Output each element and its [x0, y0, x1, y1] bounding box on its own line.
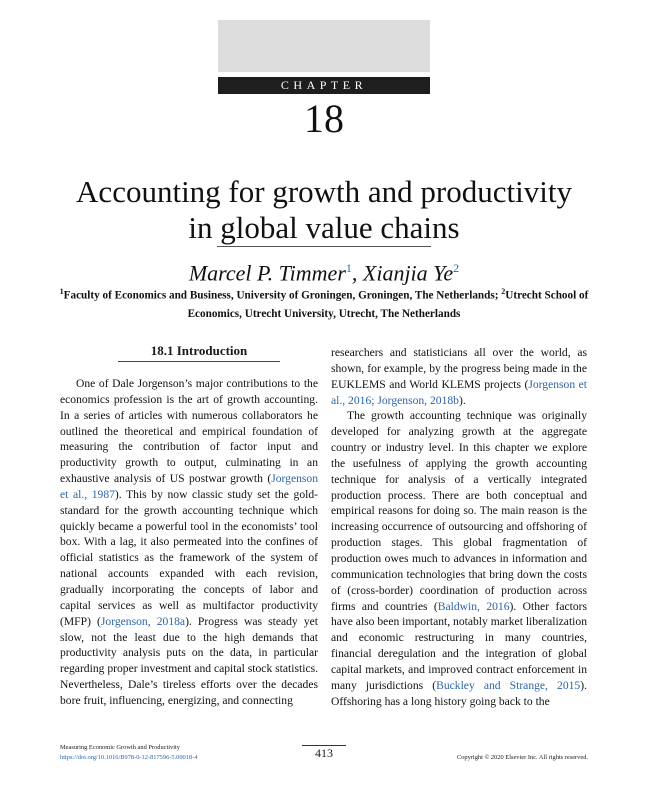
author-1-affiliation-link[interactable]: 1 — [345, 261, 352, 275]
author-1: Marcel P. Timmer — [188, 260, 346, 286]
chapter-number: 18 — [304, 96, 344, 141]
citation-link[interactable]: Baldwin, 2016 — [437, 599, 510, 613]
citation-link[interactable]: Jorgenson et al., 2016; Jorgenson, 2018b — [331, 377, 587, 407]
author-2: Xianjia Ye — [362, 260, 454, 286]
title-divider — [217, 246, 431, 247]
doi-link[interactable]: https://doi.org/10.1016/B978-0-12-817596-5.00018-4 — [60, 754, 198, 761]
authors: Marcel P. Timmer$^1$, Xianjia Ye$^2$ — [188, 260, 460, 286]
footer-source — [60, 743, 197, 763]
paragraph: One of Dale Jorgenson’s major contributions to the economics profession is the art of growth accounting. In a series of articles with numerous collaborators he outlined the theoretical and empirical foundation of measuring the contribution of factor input and productivity growth to output, culminating in an exhaustive analysis of US postwar growth (Jorgenson et al., 1987). This by now classic study set the gold-standard for the growth accounting technique which quickly became a powerful tool in the economists’ tool box. With a lag, it also permeated into the confines of official statistics as the framework of the system of national accounts expanded with each revision, gradually incorporating the concepts of labor and capital services as well as multifactor productivity (MFP) (Jorgenson, 2018a). Progress was steady yet slow, not the least due to the high demands that productivity analysis puts on the data, in particular regarding proper investment and capital stock statistics. Nevertheless, Dale’s tireless efforts over the decades bore fruit, influencing, energizing, and connecting — [60, 377, 319, 707]
copyright: Copyright © 2020 Elsevier Inc. All rights reserved. — [456, 754, 588, 761]
affiliations: $^1$Faculty of Economics and Business, University of Groningen, Groningen, The Netherlands; $^2$Utrecht School of Economics, Utrecht University, Utrecht, The Netherlands — [59, 287, 589, 320]
section-heading: 18.1 Introduction — [150, 343, 248, 358]
section-divider — [118, 361, 280, 362]
right-column — [331, 345, 587, 709]
citation-link[interactable]: Buckley and Strange, 2015 — [436, 678, 581, 692]
chapter-header-box — [218, 20, 430, 72]
title-line-1: Accounting for growth and productivity — [76, 174, 572, 209]
paragraph: researchers and statisticians all over the world, as shown, for example, by the progress being made in the EUKLEMS and World KLEMS projects (Jorgenson et al., 2016; Jorgenson, 2018b). — [331, 346, 587, 407]
author-2-affiliation-link[interactable]: 2 — [453, 261, 460, 275]
chapter-label: CHAPTER — [218, 77, 430, 94]
citation-link[interactable]: Jorgenson et al., 1987 — [60, 472, 318, 501]
left-column — [60, 376, 318, 709]
page-number: 413 — [315, 746, 333, 760]
book-title: Measuring Economic Growth and Productivity — [60, 744, 180, 751]
citation-link[interactable]: Jorgenson, 2018a — [100, 614, 186, 628]
chapter-title — [40, 174, 608, 246]
paragraph: The growth accounting technique was originally developed for analyzing growth at the aggregate country or industry level. In this chapter we explore the usefulness of applying the growth accounting technique for analysis of a vertically integrated production process. There are both conceptual and empirical reasons for doing so. The main reason is the increasing occurrence of outsourcing and offshoring of production stages. This global fragmentation of production owes much to advances in information and communication technologies that bring down the costs of (cross-border) coordination of production across firms and countries (Baldwin, 2016). Other factors have also been important, notably market liberalization and economic restructuring in many countries, financial deregulation and the integration of global capital markets, and improved contract enforcement in many jurisdictions (Buckley and Strange, 2015). Offshoring has a long history going back to the — [331, 409, 587, 708]
title-line-2: in global value chains — [188, 210, 460, 245]
